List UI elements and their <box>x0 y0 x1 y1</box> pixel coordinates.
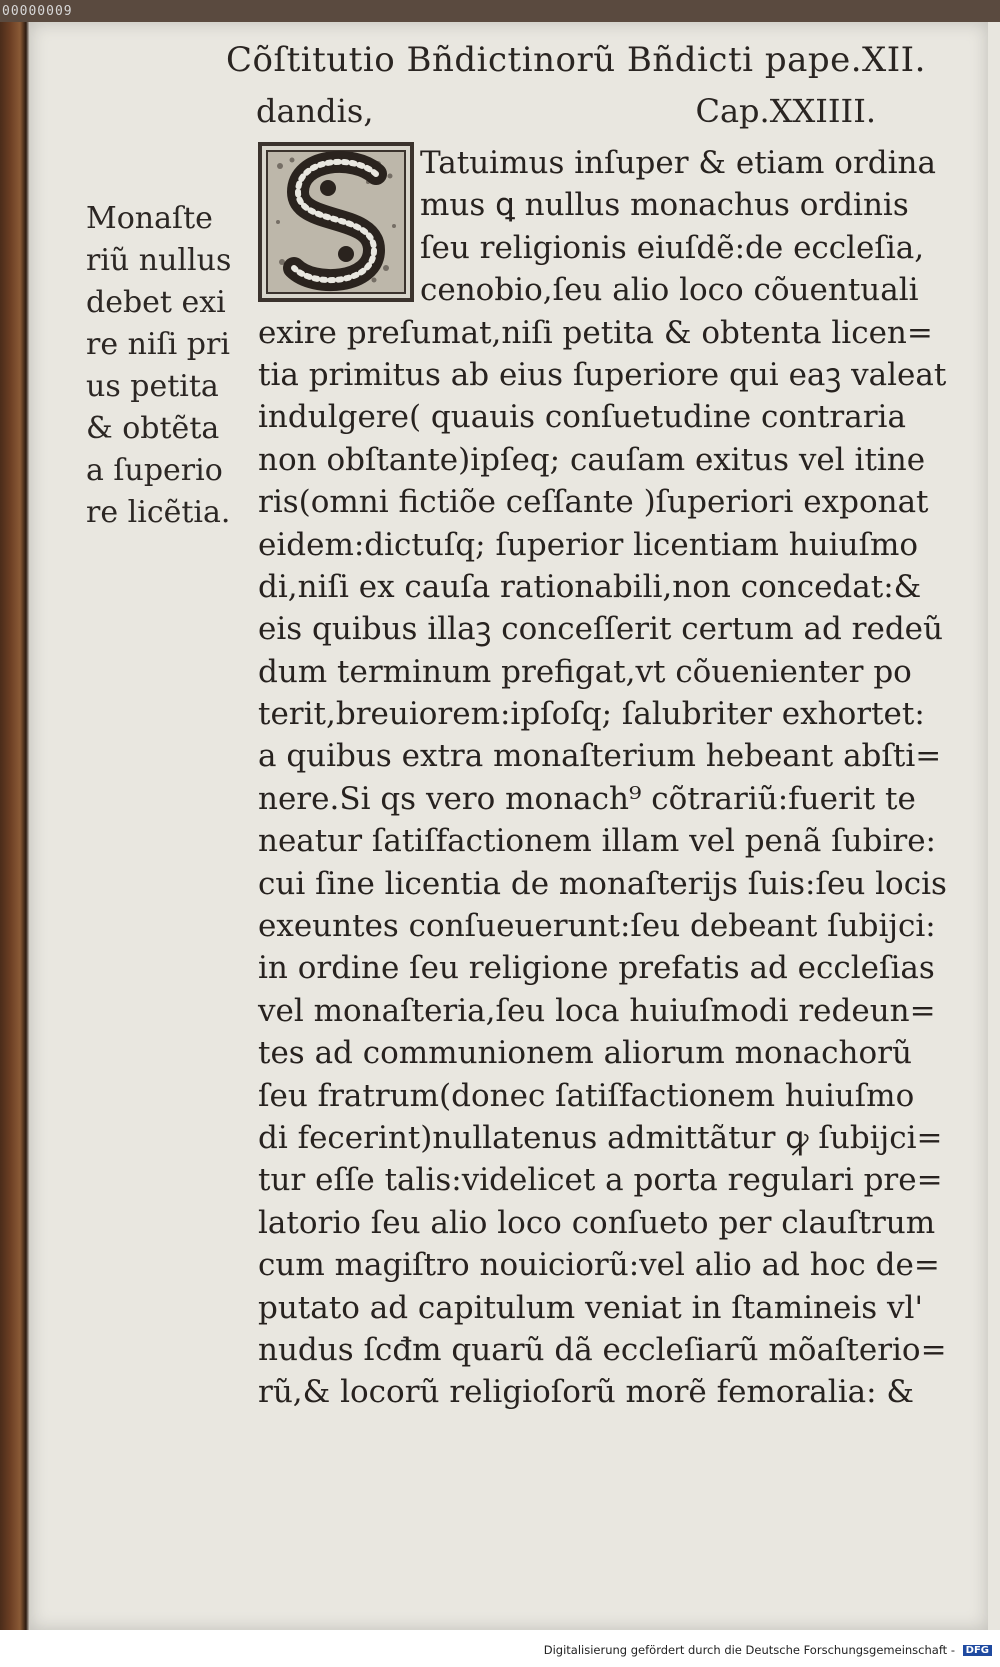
text-line: tur eſſe talis:videlicet a porta regulari pre= <box>258 1162 943 1199</box>
marginal-note-line: re licẽtia. <box>86 495 231 530</box>
text-line: nudus ſcđm quarũ dã eccleſiarũ mõaſterio= <box>258 1331 947 1368</box>
marginal-note <box>86 198 256 534</box>
scan-id-label: 00000009 <box>2 4 73 19</box>
text-line: mus ꝗ nullus monachus ordinis <box>420 187 909 224</box>
text-line: nere.Si qs vero monach⁹ cõtrariũ:fuerit te <box>258 780 916 817</box>
text-line: neatur ſatiſfactionem illam vel penã ſubire: <box>258 823 937 860</box>
text-line: di,niſi ex cauſa rationabili,non concedat:& <box>258 568 922 605</box>
marginal-note-line: & obtẽta <box>86 411 220 446</box>
heading-continuation: dandis, <box>256 92 374 130</box>
text-line: cui ſine licentia de monaſterijs ſuis:ſeu locis <box>258 865 947 902</box>
text-line: terit,breuiorem:ipſoſq; ſalubriter exhortet: <box>258 696 925 733</box>
text-line: ris(omni fictiõe ceſſante )ſuperiori exponat <box>258 484 929 521</box>
text-line: eidem:dictuſq; ſuperior licentiam huiuſmo <box>258 526 919 563</box>
text-line: exire preſumat,niſi petita & obtenta licen= <box>258 314 933 351</box>
main-text-block <box>258 142 968 1414</box>
marginal-note-line: debet exi <box>86 285 226 320</box>
text-line: ſeu religionis eiuſdẽ:de eccleſia, <box>420 229 925 266</box>
credit-text: Digitalisierung gefördert durch die Deutsche Forschungsgemeinschaft - <box>543 1643 955 1657</box>
scan-top-border <box>0 0 1000 22</box>
chapter-heading-row <box>256 92 876 136</box>
marginal-note-line: riũ nullus <box>86 243 232 278</box>
text-line: dum terminum prefigat,vt cõuenienter po <box>258 653 912 690</box>
text-line: in ordine ſeu religione prefatis ad eccleſias <box>258 950 935 987</box>
digitization-credit <box>544 1643 992 1657</box>
text-line: Tatuimus inſuper & etiam ordina <box>420 145 936 181</box>
text-line: non obſtante)ipſeq; cauſam exitus vel itine <box>258 441 926 478</box>
marginal-note-line: a ſuperio <box>86 453 223 488</box>
text-line: exeuntes conſueuerunt:ſeu debeant ſubijci: <box>258 908 936 945</box>
text-line: indulgere( quauis conſuetudine contraria <box>258 399 906 436</box>
text-line: vel monaſteria,ſeu loca huiuſmodi redeun= <box>258 992 936 1029</box>
marginal-note-line: us petita <box>86 369 219 404</box>
chapter-number: Cap.XXIIII. <box>695 92 876 130</box>
dfg-logo-icon: DFG <box>963 1645 992 1656</box>
marginal-note-line: re niſi pri <box>86 327 230 362</box>
text-line: tia primitus ab eius ſuperiore qui eaꝫ valeat <box>258 356 947 393</box>
text-line: a quibus extra monaſterium hebeant abſti= <box>258 738 942 775</box>
text-line: eis quibus illaꝫ conceſſerit certum ad redeũ <box>258 611 943 648</box>
marginal-note-line: Monaſte <box>86 201 213 236</box>
running-head: Cõſtitutio Bñdictinorũ Bñdicti pape.XII. <box>226 40 926 80</box>
text-line: rũ,& locorũ religioſorũ morẽ femoralia: & <box>258 1374 914 1411</box>
text-line: cenobio,ſeu alio loco cõuentuali <box>420 272 919 309</box>
text-line: ſeu fratrum(donec ſatiſfactionem huiuſmo <box>258 1077 915 1114</box>
text-line: tes ad communionem aliorum monachorũ <box>258 1035 912 1072</box>
text-line: di fecerint)nullatenus admittãtur ꝙ ſubijci= <box>258 1119 943 1156</box>
text-line: latorio ſeu alio loco conſueto per clauſtrum <box>258 1204 936 1241</box>
text-line: putato ad capitulum veniat in ſtamineis vl' <box>258 1289 923 1326</box>
text-line: cum magiſtro nouiciorũ:vel alio ad hoc de= <box>258 1247 940 1284</box>
